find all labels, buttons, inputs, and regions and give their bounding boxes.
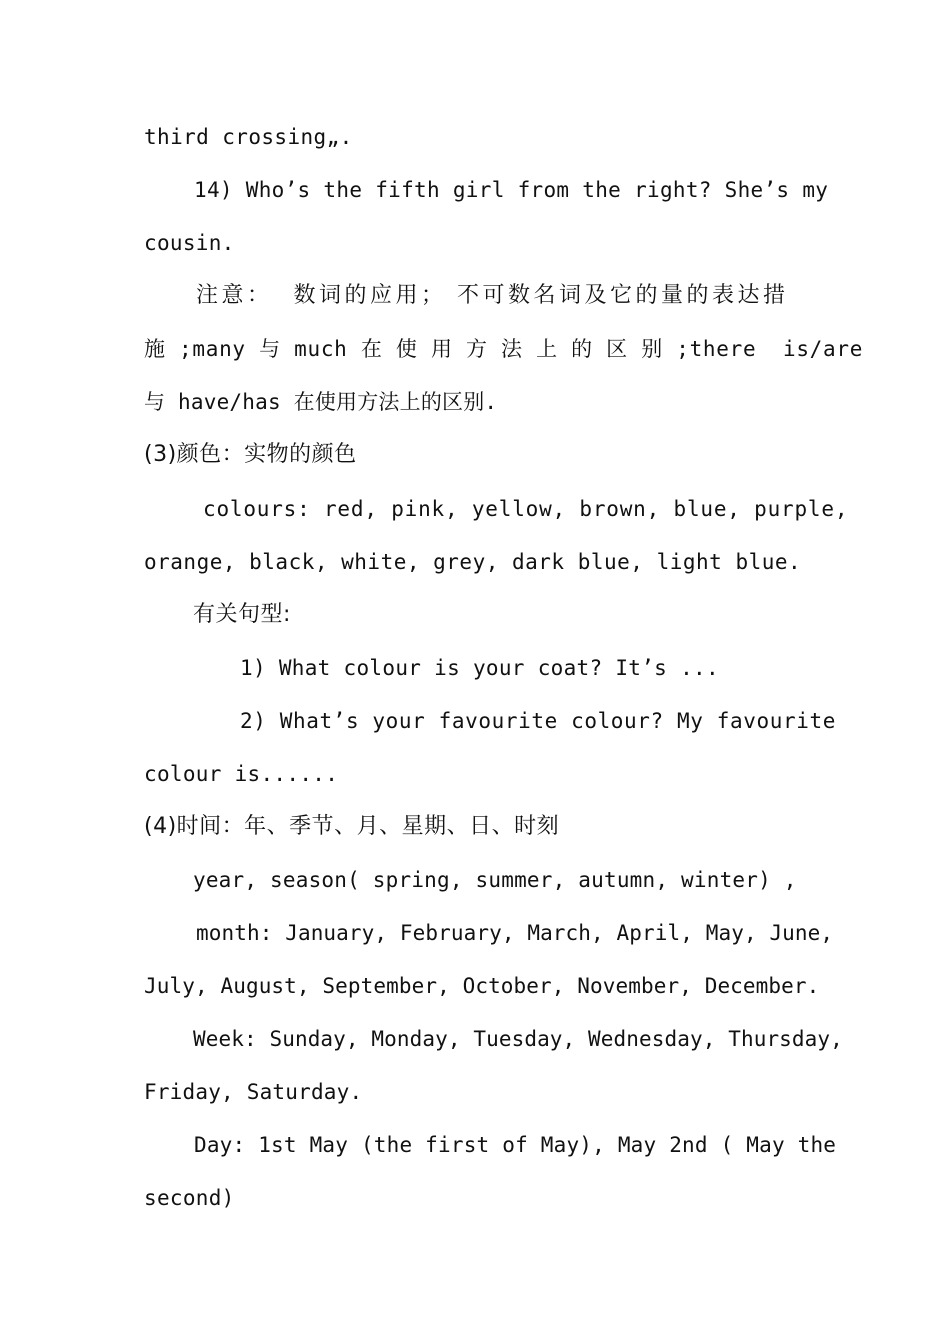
section-heading-time: (4)时间：年、季节、月、星期、日、时刻 (144, 814, 560, 839)
text-line-4: 注意： 数词的应用； 不可数名词及它的量的表达措 (196, 283, 789, 308)
text-line-13: colour is...... (144, 762, 339, 786)
text-line-6: 与 have/has 在使用方法上的区别. (144, 390, 498, 414)
text-line-3: cousin. (144, 231, 235, 255)
text-line-18: Week: Sunday, Monday, Tuesday, Wednesday, Thursday, (193, 1027, 843, 1051)
text-line-15: year, season( spring, summer, autumn, winter) , (193, 868, 797, 892)
text-line-10: 有关句型: (193, 602, 291, 627)
text-line-1: third crossing„. (144, 125, 353, 149)
text-line-12: 2) What’s your favourite colour? My favourite (240, 709, 836, 733)
text-line-20: Day: 1st May (the first of May), May 2nd ( May the (194, 1133, 837, 1157)
text-line-17: July, August, September, October, November, December. (144, 974, 820, 998)
text-line-8: colours: red, pink, yellow, brown, blue, purple, (203, 497, 849, 521)
text-line-16: month: January, February, March, April, May, June, (196, 921, 834, 945)
text-line-21: second) (144, 1186, 235, 1210)
text-line-11: 1) What colour is your coat? It’s ... (240, 656, 719, 680)
text-line-19: Friday, Saturday. (144, 1080, 363, 1104)
text-line-5: 施 ;many 与 much 在 使 用 方 法 上 的 区 别 ;there is/are (144, 337, 864, 361)
section-heading-colors: (3)颜色：实物的颜色 (144, 442, 357, 467)
text-line-9: orange, black, white, grey, dark blue, light blue. (144, 550, 802, 574)
text-line-2: 14) Who’s the fifth girl from the right? She’s my (194, 178, 829, 202)
